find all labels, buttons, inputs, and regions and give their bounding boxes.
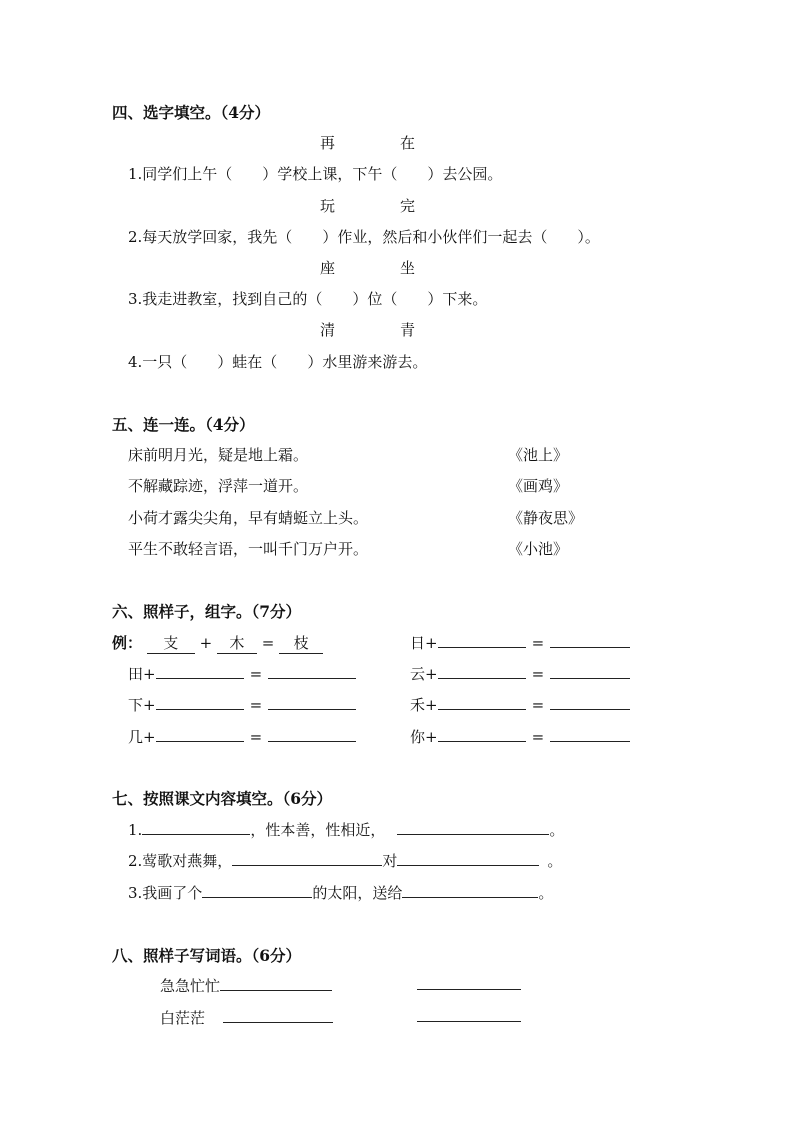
choice-2b: 完 [400,197,416,215]
recite-text: 3.我画了个 [128,884,203,902]
equals-sign: = [249,665,263,683]
poem-line-3: 小荷才露尖尖角，早有蜻蜓立上头。 [128,509,369,527]
answer-blank[interactable] [438,727,526,742]
line-number: 1. [128,821,143,839]
answer-blank[interactable] [397,851,539,866]
recite-text: 的太阳，送给 [312,884,403,902]
answer-blank[interactable] [142,820,250,835]
answer-blank[interactable] [268,664,356,679]
section-8-title: 八、照样子写词语。（6分） [112,946,302,965]
compose-char: 禾 [410,696,426,714]
choice-2a: 玩 [320,197,336,215]
equals-sign: = [531,634,545,652]
choice-3a: 座 [320,259,336,277]
answer-blank[interactable] [223,1008,333,1023]
choice-3b: 坐 [400,259,416,277]
plus-sign: + [425,696,438,714]
word-row-2 [160,1007,333,1028]
equals-sign: = [249,696,263,714]
answer-blank[interactable] [402,883,538,898]
example-plus: + [199,634,213,652]
recite-line-3 [128,882,553,903]
fill-sentence-1: 1.同学们上午（ ）学校上课，下午（ ）去公园。 [128,165,503,183]
example-part-b: 木 [217,632,257,654]
example-word: 白茫茫 [160,1009,206,1027]
poem-line-2: 不解藏踪迹，浮萍一道开。 [128,477,309,495]
poem-line-4: 平生不敢轻言语，一叫千门万户开。 [128,540,369,558]
compose-row-right-1 [410,632,630,653]
answer-blank[interactable] [550,727,630,742]
answer-blank[interactable] [417,975,521,990]
poem-line-1: 床前明月光，疑是地上霜。 [128,446,309,464]
answer-blank[interactable] [550,664,630,679]
fill-sentence-3: 3.我走进教室，找到自己的（ ）位（ ）下来。 [128,290,488,308]
compose-char: 下 [128,696,144,714]
compose-char: 几 [128,728,144,746]
compose-row-left-1 [128,663,356,684]
answer-blank[interactable] [156,664,244,679]
answer-blank[interactable] [397,820,549,835]
fill-sentence-4: 4.一只（ ）蛙在（ ）水里游来游去。 [128,353,428,371]
answer-blank[interactable] [438,664,526,679]
compose-char: 田 [128,665,144,683]
poem-title-4: 《小池》 [508,540,569,558]
answer-blank[interactable] [550,695,630,710]
answer-blank[interactable] [438,633,526,648]
poem-title-3: 《静夜思》 [508,509,584,527]
fill-sentence-2: 2.每天放学回家，我先（ ）作业，然后和小伙伴们一起去（ ）。 [128,228,600,246]
equals-sign: = [249,728,263,746]
answer-blank[interactable] [417,1007,521,1022]
plus-sign: + [425,634,438,652]
example-part-a: 支 [147,632,195,654]
answer-blank[interactable] [268,695,356,710]
compose-row-left-2 [128,694,356,715]
example-equals: = [261,634,275,652]
plus-sign: + [143,728,156,746]
plus-sign: + [425,728,438,746]
section-7-title: 七、按照课文内容填空。（6分） [112,789,333,808]
compose-row-right-3 [410,694,630,715]
recite-text: 2.莺歌对燕舞， [128,852,233,870]
recite-line-1 [128,819,564,840]
answer-blank[interactable] [220,976,332,991]
choice-4b: 青 [400,321,416,339]
recite-line-2 [128,850,562,871]
choice-1b: 在 [400,134,416,152]
compose-char: 云 [410,665,426,683]
recite-text: 对 [382,852,398,870]
poem-title-2: 《画鸡》 [508,477,569,495]
compose-char: 日 [410,634,426,652]
compose-char: 你 [410,728,426,746]
recite-text: ，性本善，性相近， [250,821,386,839]
word-blank-1 [417,975,521,994]
choice-1a: 再 [320,134,336,152]
answer-blank[interactable] [268,727,356,742]
answer-blank[interactable] [232,851,382,866]
word-blank-2 [417,1007,521,1026]
section-5-title: 五、连一连。（4分） [112,415,255,434]
example-row [112,632,323,654]
recite-text: 。 [538,884,554,902]
example-result: 枝 [279,632,323,654]
compose-row-right-2 [410,663,630,684]
plus-sign: + [143,696,156,714]
choice-4a: 清 [320,321,336,339]
equals-sign: = [531,728,545,746]
answer-blank[interactable] [202,883,312,898]
answer-blank[interactable] [550,633,630,648]
example-label: 例： [112,634,143,652]
answer-blank[interactable] [438,695,526,710]
answer-blank[interactable] [156,727,244,742]
compose-row-right-4 [410,726,630,747]
word-row-1 [160,975,332,996]
example-word: 急急忙忙 [160,977,221,995]
answer-blank[interactable] [156,695,244,710]
equals-sign: = [531,665,545,683]
compose-row-left-3 [128,726,356,747]
poem-title-1: 《池上》 [508,446,569,464]
section-4-title: 四、选字填空。（4分） [112,103,271,122]
recite-text: 。 [547,852,563,870]
plus-sign: + [143,665,156,683]
equals-sign: = [531,696,545,714]
section-6-title: 六、照样子，组字。（7分） [112,602,302,621]
recite-text: 。 [549,821,565,839]
plus-sign: + [425,665,438,683]
